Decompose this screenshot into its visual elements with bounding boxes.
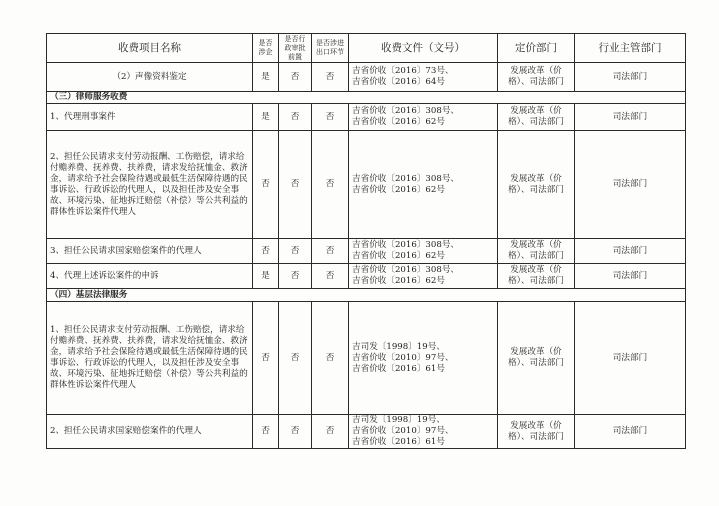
pricing-dept-line: 发展改革（价: [510, 420, 562, 431]
table-row: [47, 104, 686, 131]
fee-document-line: 吉省价收〔2016〕308号、: [352, 106, 460, 116]
fee-document-line: 吉省价收〔2016〕61号: [352, 437, 445, 447]
fee-document-cell: [349, 239, 498, 264]
pricing-dept-line: 格）、司法部门: [508, 431, 564, 442]
header-fee-document: 收费文件（文号）: [349, 34, 498, 63]
fee-document-line: 吉省价收〔2016〕73号、: [352, 66, 454, 76]
supervisor-dept-cell: 司法部门: [575, 63, 686, 92]
fee-item-name: 4、代理上述诉讼案件的申诉: [47, 264, 253, 289]
table-row: [47, 239, 686, 264]
fee-document-cell: [349, 131, 498, 239]
fee-document-cell: [349, 104, 498, 131]
admin-approval-cell: 否: [279, 63, 312, 92]
table-row: [47, 415, 686, 449]
header-involves-enterprise: 是否涉企: [253, 34, 279, 63]
fee-table: [46, 33, 686, 449]
involves-enterprise-cell: 否: [253, 239, 279, 264]
supervisor-dept-cell: 司法部门: [575, 104, 686, 131]
admin-approval-cell: 否: [279, 131, 312, 239]
fee-document-line: 吉省价收〔2016〕308号、: [352, 240, 460, 250]
pricing-dept-cell: [498, 104, 575, 131]
pricing-dept-cell: [498, 131, 575, 239]
admin-approval-cell: 否: [279, 302, 312, 415]
table-row: [47, 264, 686, 289]
table-row: [47, 63, 686, 92]
pricing-dept-line: 发展改革（价: [510, 240, 562, 250]
pricing-dept-line: 发展改革（价: [510, 347, 562, 357]
involves-enterprise-cell: 是: [253, 63, 279, 92]
pricing-dept-line: 格）、司法部门: [508, 184, 564, 195]
table-row: [47, 131, 686, 239]
export-link-cell: 否: [312, 131, 349, 239]
admin-approval-cell: 否: [279, 239, 312, 264]
pricing-dept-cell: [498, 239, 575, 264]
fee-item-name: 1、代理刑事案件: [47, 104, 253, 131]
fee-document-line: 吉省价收〔2016〕308号、: [352, 265, 460, 275]
pricing-dept-line: 格）、司法部门: [508, 77, 564, 87]
fee-item-name: 3、担任公民请求国家赔偿案件的代理人: [47, 239, 253, 264]
fee-item-name: （2）声像资料鉴定: [47, 63, 253, 92]
export-link-cell: 否: [312, 302, 349, 415]
export-link-cell: 否: [312, 264, 349, 289]
pricing-dept-cell: [498, 264, 575, 289]
pricing-dept-line: 发展改革（价: [510, 66, 562, 76]
fee-document-line: 吉省价收〔2016〕62号: [352, 184, 445, 195]
table-row: [47, 302, 686, 415]
fee-document-line: 吉省价收〔2016〕62号: [352, 251, 445, 261]
header-item-name: 收费项目名称: [47, 34, 253, 63]
pricing-dept-line: 格）、司法部门: [508, 276, 564, 286]
fee-item-name: 2、担任公民请求国家赔偿案件的代理人: [47, 415, 253, 449]
pricing-dept-line: 格）、司法部门: [508, 117, 564, 127]
involves-enterprise-cell: 是: [253, 104, 279, 131]
supervisor-dept-cell: 司法部门: [575, 131, 686, 239]
fee-document-line: 吉省价收〔2010〕97号、: [352, 352, 454, 363]
export-link-cell: 否: [312, 239, 349, 264]
fee-document-line: 吉省价收〔2016〕308号、: [352, 173, 460, 184]
fee-document-cell: [349, 63, 498, 92]
section-label: （四）基层法律服务: [47, 289, 686, 302]
header-export-link: 是否涉进出口环节: [312, 34, 349, 63]
fee-document-line: 吉司发〔1998〕19号、: [352, 415, 445, 425]
involves-enterprise-cell: 否: [253, 131, 279, 239]
supervisor-dept-cell: 司法部门: [575, 415, 686, 449]
fee-document-line: 吉省价收〔2016〕62号: [352, 117, 445, 127]
pricing-dept-cell: [498, 302, 575, 415]
supervisor-dept-cell: 司法部门: [575, 264, 686, 289]
section-label: （三）律师服务收费: [47, 92, 686, 104]
pricing-dept-line: 发展改革（价: [510, 265, 562, 275]
fee-document-line: 吉省价收〔2016〕62号: [352, 276, 445, 286]
involves-enterprise-cell: 是: [253, 264, 279, 289]
fee-document-line: 吉省价收〔2010〕97号、: [352, 426, 454, 436]
pricing-dept-line: 格）、司法部门: [508, 251, 564, 261]
export-link-cell: 否: [312, 104, 349, 131]
section-row: [47, 289, 686, 302]
supervisor-dept-cell: 司法部门: [575, 302, 686, 415]
admin-approval-cell: 否: [279, 104, 312, 131]
export-link-cell: 否: [312, 63, 349, 92]
involves-enterprise-cell: 否: [253, 302, 279, 415]
table-header-row: [47, 34, 686, 63]
pricing-dept-cell: [498, 415, 575, 449]
export-link-cell: 否: [312, 415, 349, 449]
pricing-dept-line: 格）、司法部门: [508, 358, 564, 368]
admin-approval-cell: 否: [279, 264, 312, 289]
admin-approval-cell: 否: [279, 415, 312, 449]
pricing-dept-line: 发展改革（价: [510, 173, 562, 184]
fee-document-line: 吉省价收〔2016〕64号: [352, 77, 445, 87]
pricing-dept-line: 发展改革（价: [510, 106, 562, 116]
fee-document-line: 吉司发〔1998〕19号、: [352, 341, 445, 352]
fee-document-line: 吉省价收〔2016〕61号: [352, 363, 445, 374]
header-pricing-dept: 定价部门: [498, 34, 575, 63]
fee-document-cell: [349, 415, 498, 449]
header-supervisor-dept: 行业主管部门: [575, 34, 686, 63]
fee-item-name: 2、担任公民请求支付劳动报酬、工伤赔偿，请求给付赡养费、抚养费、扶养费，请求发给抚恤金、救济金，请求给予社会保险待遇或最低生活保障待遇的民事诉讼、行政诉讼的代理人，以及担任涉及安全事故、环境污染、征地拆迁赔偿（补偿）等公共利益的群体性诉讼案件代理人: [47, 131, 253, 239]
header-admin-approval: 是否行政审批前置: [279, 34, 312, 63]
involves-enterprise-cell: 否: [253, 415, 279, 449]
section-row: [47, 92, 686, 104]
supervisor-dept-cell: 司法部门: [575, 239, 686, 264]
fee-item-name: 1、担任公民请求支付劳动报酬、工伤赔偿，请求给付赡养费、抚养费、扶养费，请求发给抚恤金、救济金，请求给予社会保险待遇或最低生活保障待遇的民事诉讼、行政诉讼的代理人，以及担任涉及安全事故、环境污染、征地拆迁赔偿（补偿）等公共利益的群体性诉讼案件代理人: [47, 302, 253, 415]
pricing-dept-cell: [498, 63, 575, 92]
fee-document-cell: [349, 302, 498, 415]
fee-document-cell: [349, 264, 498, 289]
